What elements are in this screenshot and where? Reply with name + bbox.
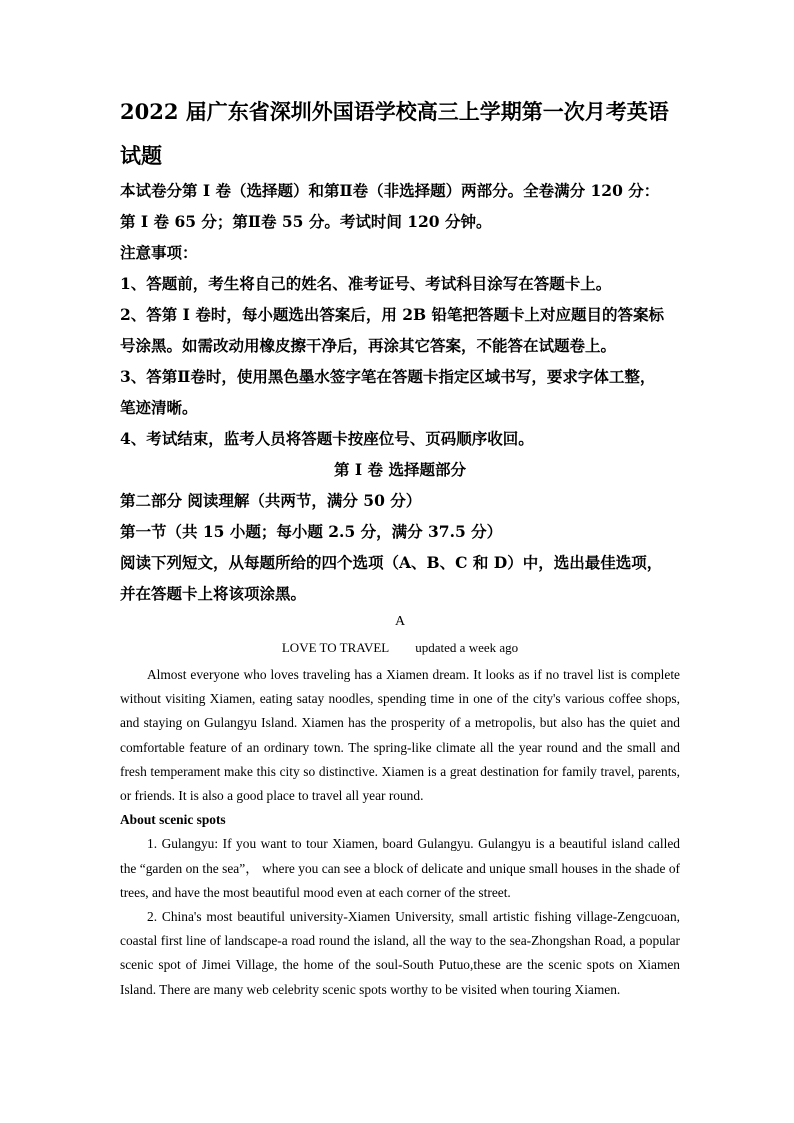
notice-item-3: 3、答第Ⅱ卷时，使用黑色墨水签字笔在答题卡指定区域书写，要求字体工整， (120, 367, 656, 386)
instruction-line: 并在答题卡上将该项涂黑。 (120, 584, 307, 603)
passage-subtitle (120, 640, 680, 656)
scenic-item-1: 1. Gulangyu: If you want to tour Xiamen, board Gulangyu. Gulangyu is a beautiful island called the “garden on the sea”， where you can see a block of delicate and unique small houses in the shade of trees, and have the most beautiful mood even at each corner of the street. (120, 836, 680, 900)
instruction-line: 阅读下列短文，从每题所给的四个选项（A、B、C 和 D）中，选出最佳选项， (120, 553, 663, 572)
title-line-2: 试题 (120, 143, 162, 168)
scenic-item-2: 2. China's most beautiful university-Xiamen University, small artistic fishing village-Zengcuoan, coastal first line of landscape-a road round the island, all the way to the sea-Zhongshan Road, a popular scenic spot of Jimei Village, the home of the soul-South Putuo,these are the scenic spots on Xiamen Island. There are many web celebrity scenic spots worthy to be visited when touring Xiamen. (120, 909, 680, 997)
notice-item-3-cont: 笔迹清晰。 (120, 398, 198, 417)
section-heading: 第二部分 阅读理解（共两节，满分 50 分） (120, 491, 422, 510)
notice-item-4: 4、考试结束，监考人员将答题卡按座位号、页码顺序收回。 (120, 429, 534, 448)
notice-item-2-cont: 号涂黑。如需改动用橡皮擦干净后，再涂其它答案，不能答在试题卷上。 (120, 336, 617, 355)
passage-body (120, 663, 680, 1002)
notice-item-1: 1、答题前，考生将自己的姓名、准考证号、考试科目涂写在答题卡上。 (120, 274, 612, 293)
title-line-1: 2022 届广东省深圳外国语学校高三上学期第一次月考英语 (120, 99, 669, 124)
notice-heading: 注意事项： (120, 243, 198, 262)
part-heading: 第 I 卷 选择题部分 (334, 460, 466, 479)
subsection-heading: 第一节（共 15 小题；每小题 2.5 分，满分 37.5 分） (120, 522, 503, 541)
passage-updated: updated a week ago (415, 640, 519, 655)
intro-line: 本试卷分第 I 卷（选择题）和第Ⅱ卷（非选择题）两部分。全卷满分 120 分： (120, 181, 660, 200)
notice-item-2: 2、答第 I 卷时，每小题选出答案后，用 2B 铅笔把答题卡上对应题目的答案标 (120, 305, 665, 324)
intro-line: 第 I 卷 65 分；第Ⅱ卷 55 分。考试时间 120 分钟。 (120, 212, 492, 231)
scenic-heading: About scenic spots (120, 812, 226, 828)
passage-paragraph-1: Almost everyone who loves traveling has a Xiamen dream. It looks as if no travel list is complete without visiting Xiamen, eating satay noodles, spending time in one of the city's various coffee shops, and staying on Gulangyu Island. Xiamen has the prosperity of a metropolis, but also has the quiet and comfortable feature of an ordinary town. The spring-like climate all the year round and the small and fresh temperament make this city so distinctive. Xiamen is a great destination for family travel, parents, or friends. It is also a good place to travel all year round. (120, 667, 680, 804)
passage-letter: A (394, 614, 406, 629)
passage-heading: LOVE TO TRAVEL (281, 640, 389, 655)
exam-title (120, 90, 680, 178)
